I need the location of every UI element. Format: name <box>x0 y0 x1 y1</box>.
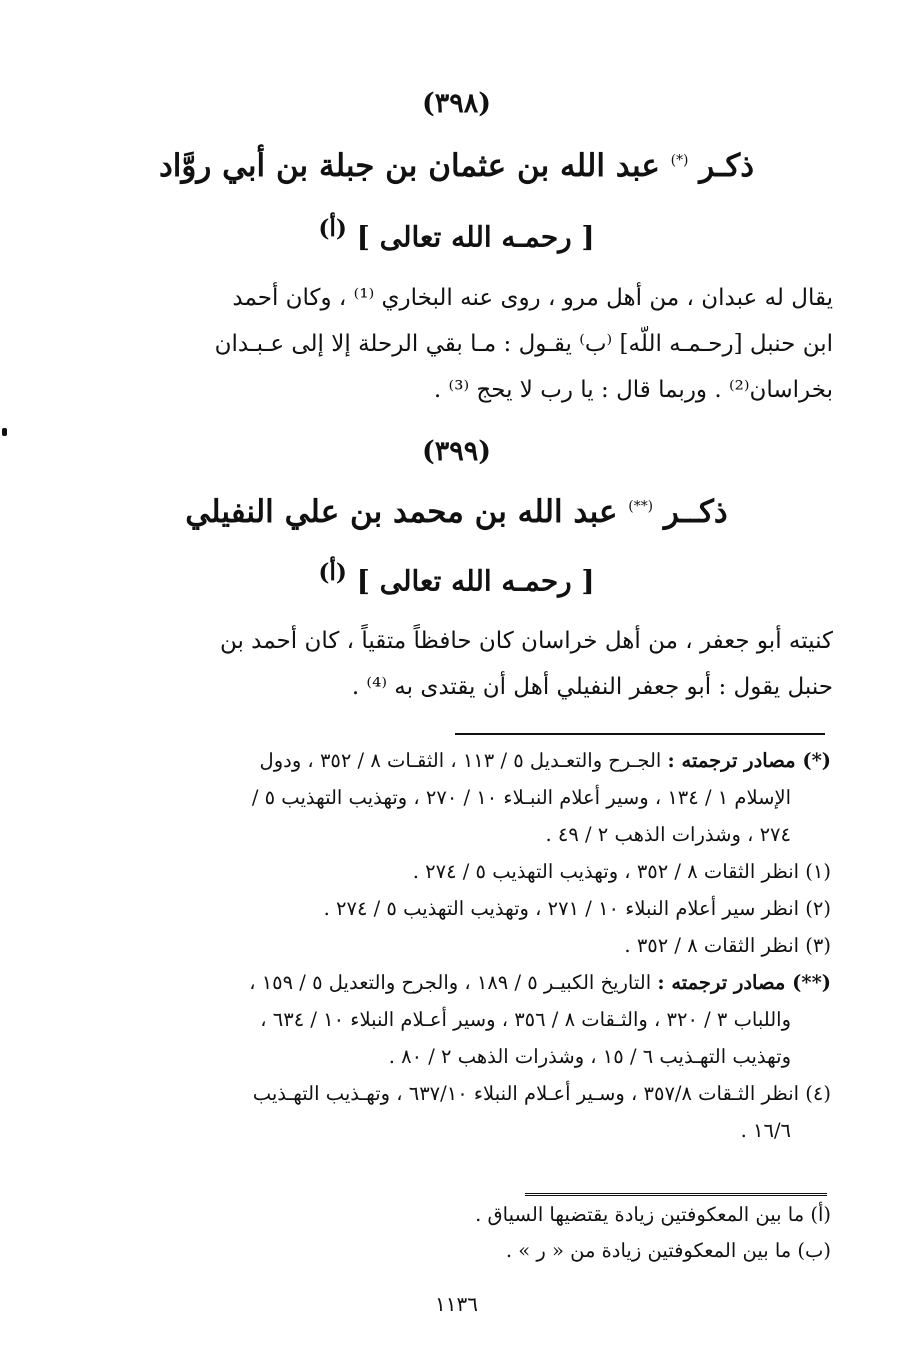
footnote-line: انظر الثقات ٨ / ٣٥٢ . <box>624 934 800 957</box>
footnote-tag: (*) مصادر ترجمته : <box>667 749 831 772</box>
editor-notes <box>118 1197 831 1269</box>
footnote <box>118 742 831 853</box>
entry-body <box>118 618 833 710</box>
footnote-line: انظر الثـقات ٣٥٧/٨ ، وسـير أعـلام النبلاء ٦٣٧/١٠ ، وتهـذيب التهـذيب <box>252 1082 800 1105</box>
page-number: ١١٣٦ <box>435 1292 478 1316</box>
footnote-mark: (**) <box>628 498 654 515</box>
body-line: ابن حنبل [رحـمـه اللّه] ⁽ب⁾ يقـول : مـا بقي الرحلة إلا إلى عـبـدان <box>214 331 833 357</box>
footnote-line: التاريخ الكبيـر ٥ / ١٨٩ ، والجرح والتعديل ٥ / ١٥٩ ، <box>249 971 652 994</box>
body-line: يقال له عبدان ، من أهل مرو ، روى عنه البخاري ⁽¹⁾ ، وكان أحمد <box>232 285 833 311</box>
footnote <box>118 927 831 964</box>
footnote-line: الجـرح والتعـديل ٥ / ١١٣ ، الثقـات ٨ / ٣٥٢ ، ودول <box>259 749 662 772</box>
entry-subheading <box>90 558 823 597</box>
footnote <box>118 964 831 1075</box>
editor-note: (ب) ما بين المعكوفتين زيادة من « ر » . <box>505 1239 831 1262</box>
body-line: كنيته أبو جعفر ، من أهل خراسان كان حافظاً متقياً ، كان أحمد بن <box>219 628 833 654</box>
footnote-line: انظر سير أعلام النبلاء ١٠ / ٢٧١ ، وتهذيب التهذيب ٥ / ٢٧٤ . <box>323 897 800 920</box>
entry-body <box>118 275 833 413</box>
footnote-line: الإسلام ١ / ١٣٤ ، وسير أعلام النبـلاء ١٠ / ٢٧٠ ، وتهذيب التهذيب ٥ / <box>251 786 791 809</box>
body-line: بخراسان⁽²⁾ . وربما قال : يا رب لا يحج ⁽³⁾ . <box>433 377 833 403</box>
footnote-line: انظر الثقات ٨ / ٣٥٢ ، وتهذيب التهذيب ٥ / ٢٧٤ . <box>412 860 800 883</box>
footnote-line: واللباب ٣ / ٣٢٠ ، والثـقات ٨ / ٣٥٦ ، وسير أعـلام النبلاء ١٠ / ٦٣٤ ، <box>260 1008 791 1031</box>
footnote-tag: (**) مصادر ترجمته : <box>657 971 831 994</box>
footnote-mark: (*) <box>670 152 689 169</box>
footnote-tag: (١) <box>805 860 831 883</box>
footnote <box>118 1075 831 1149</box>
footnote <box>118 890 831 927</box>
footnotes <box>118 742 831 1149</box>
footnote-tag: (٣) <box>805 934 831 957</box>
footnote-tag: (٤) <box>805 1082 831 1105</box>
entry-subheading <box>90 214 823 253</box>
margin-mark <box>2 428 7 436</box>
heading-prefix: ذكـر <box>699 148 755 184</box>
footnote-line: ١٦/٦ . <box>740 1119 791 1142</box>
footnote-line: ٢٧٤ ، وشذرات الذهب ٢ / ٤٩ . <box>545 823 791 846</box>
entry-heading <box>90 494 823 530</box>
editor-note-mark: (أ) <box>318 214 347 242</box>
body-line: حنبل يقول : أبو جعفر النفيلي أهل أن يقتدى به ⁽⁴⁾ . <box>351 674 833 700</box>
editor-notes-separator <box>525 1193 827 1196</box>
heading-name: عبد الله بن محمد بن علي النفيلي <box>185 494 618 530</box>
editor-note: (أ) ما بين المعكوفتين زيادة يقتضيها السياق . <box>475 1203 831 1226</box>
footnote-separator <box>455 733 825 735</box>
footnote <box>118 853 831 890</box>
footnote-line: وتهذيب التهـذيب ٦ / ١٥ ، وشذرات الذهب ٢ / ٨٠ . <box>388 1045 791 1068</box>
subheading-text: [ رحمـه الله تعالى ] <box>356 564 595 598</box>
footnote-tag: (٢) <box>805 897 831 920</box>
entry-number: (٣٩٩) <box>421 436 492 467</box>
editor-note-mark: (أ) <box>318 558 347 586</box>
heading-name: عبد الله بن عثمان بن جبلة بن أبي روَّاد <box>158 148 660 184</box>
entry-heading <box>90 148 823 184</box>
subheading-text: [ رحمـه الله تعالى ] <box>356 220 595 254</box>
heading-prefix: ذكــر <box>663 494 728 530</box>
entry-number: (٣٩٨) <box>421 88 492 119</box>
